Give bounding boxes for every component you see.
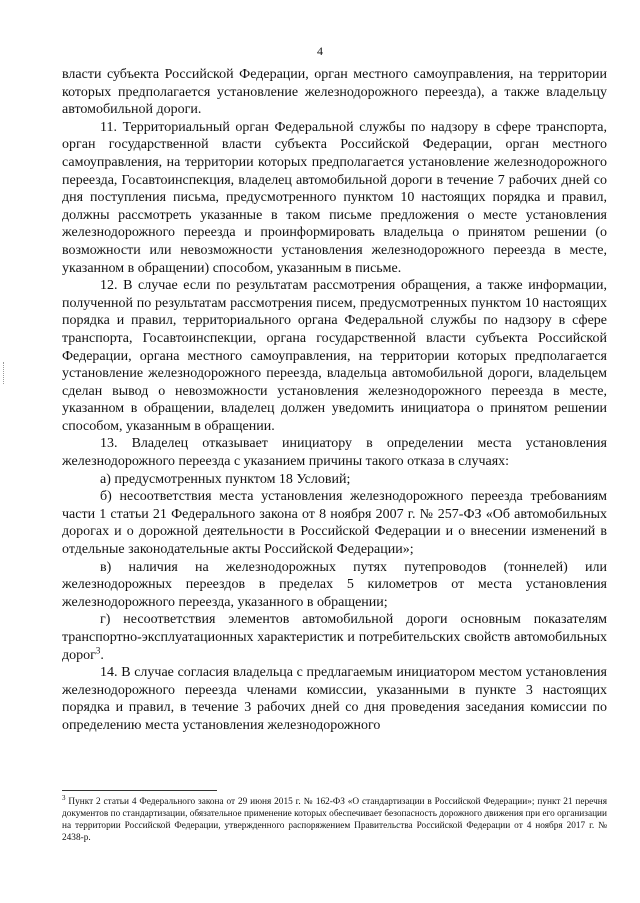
paragraph-14: 14. В случае согласия владельца с предлагаемым инициатором местом установления железнодорожного переезда членами комиссии, указанными в пункте 3 настоящих порядка и правил, в течение 3 рабочих дней со дня проведения заседания комиссии по определению места установления железнодорожного [62, 665, 607, 733]
footnote-reference: 3 [95, 644, 101, 655]
list-item-g-text: г) несоответствия элементов автомобильной дороги основным показателям транспортно-эксплуатационных характеристик и потребительских свойств автомобильных дорог [62, 612, 607, 663]
list-item-v: в) наличия на железнодорожных путях путепроводов (тоннелей) или железнодорожных переездов в пределах 5 километров от места установления железнодорожного переезда, указанного в обращении; [62, 559, 607, 610]
list-item-b: б) несоответствия места установления железнодорожного переезда требованиям части 1 статьи 21 Федерального закона от 8 ноября 2007 г. № 257-ФЗ «Об автомобильных дорогах и о дорожной деятельности в Российской Федерации и о внесении изменений в отдельные законодательные акты Российской Федерации»; [62, 489, 607, 558]
footnote-separator [62, 790, 217, 791]
document-body [62, 66, 607, 735]
list-item-a: а) предусмотренных пунктом 18 Условий; [100, 471, 351, 487]
list-item-g-tail: . [100, 647, 104, 663]
footnote-text: Пункт 2 статьи 4 Федерального закона от 29 июня 2015 г. № 162-ФЗ «О стандартизации в Российской Федерации»; пункт 21 перечня документов по стандартизации, обязательное применение которых обеспечивает безопасность дорожного движения при его организации на территории Российской Федерации, утвержденного распоряжением Правительства Российской Федерации от 4 ноября 2017 г. № 2438-р. [62, 797, 607, 843]
scan-margin-mark [3, 362, 7, 384]
footnote-mark: 3 [62, 793, 66, 802]
footnote [62, 793, 607, 845]
paragraph-13: 13. Владелец отказывает инициатору в определении места установления железнодорожного переезда с указанием причины такого отказа в случаях: [62, 436, 607, 470]
list-item-g [62, 611, 607, 664]
paragraph-11: 11. Территориальный орган Федеральной службы по надзору в сфере транспорта, орган государственной власти субъекта Российской Федерации, орган местного самоуправления, на территории которых предполагается установление железнодорожного переезда, Госавтоинспекция, владелец автомобильной дороги в течение 7 рабочих дней со дня поступления письма, предусмотренного пунктом 10 настоящих порядка и правил, должны рассмотреть указанные в таком письме предложения о месте установления железнодорожного переезда и проинформировать владельца о принятом решении (о возможности или невозможности установления железнодорожного переезда в месте, указанном в обращении) способом, указанным в письме. [62, 119, 607, 276]
paragraph-continuation: власти субъекта Российской Федерации, орган местного самоуправления, на территории которых предполагается установление железнодорожного переезда), а также владельцу автомобильной дороги. [62, 67, 607, 118]
page-number: 4 [317, 44, 323, 58]
paragraph-12: 12. В случае если по результатам рассмотрения обращения, а также информации, полученной по результатам рассмотрения писем, предусмотренных пунктом 10 настоящих порядка и правил, территориального органа Федеральной службы по надзору в сфере транспорта, Госавтоинспекции, органа государственной власти субъекта Российской Федерации, органа местного самоуправления, на территории которых предполагается установление железнодорожного переезда, владельца автомобильной дороги, владельцем сделан вывод о невозможности установления железнодорожного переезда в месте, указанном в обращении, владелец должен уведомить инициатора о принятом решении способом, указанным в обращении. [62, 278, 607, 434]
